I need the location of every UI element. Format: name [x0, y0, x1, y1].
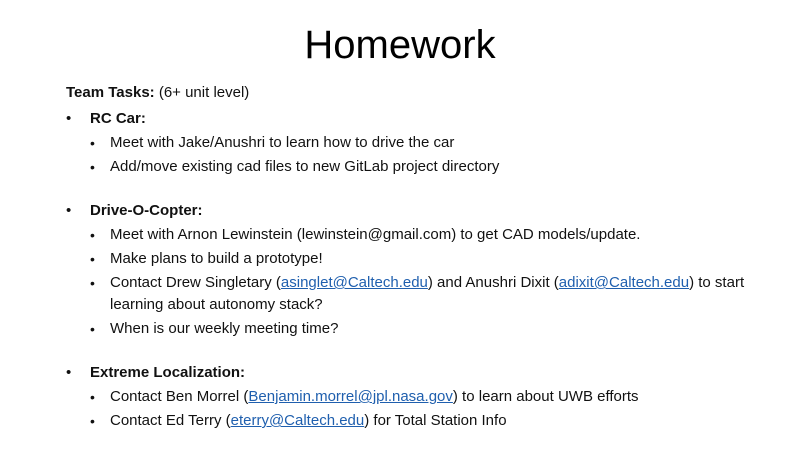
intro-line: [66, 82, 766, 106]
section-rc-car: [66, 108, 766, 178]
sub-bullet-icon: •: [90, 227, 95, 243]
slide-title: Homework: [304, 23, 496, 67]
item-text-part: ) for Total Station Info: [364, 412, 507, 429]
sub-bullet-icon: •: [90, 275, 95, 291]
item-text: When is our weekly meeting time?: [110, 320, 339, 337]
task-sections: [66, 108, 766, 432]
intro-detail: (6+ unit level): [154, 84, 250, 101]
section-heading: RC Car:: [90, 110, 146, 127]
section-heading: Drive-O-Copter:: [90, 202, 203, 219]
item-text: Add/move existing cad files to new GitLab project directory: [110, 158, 500, 175]
bullet-icon: •: [66, 110, 72, 127]
list-item: [90, 386, 766, 408]
item-text: Meet with Arnon Lewinstein (lewinstein@gmail.com) to get CAD models/update.: [110, 226, 641, 243]
email-link[interactable]: adixit@Caltech.edu: [558, 274, 690, 291]
item-text-part: ) and Anushri Dixit (: [427, 274, 559, 291]
list-item: [90, 318, 766, 340]
sub-bullet-icon: •: [90, 321, 95, 337]
sub-bullet-icon: •: [90, 251, 95, 267]
item-text-part: Contact Ed Terry (: [110, 412, 231, 429]
list-item: [90, 272, 766, 316]
section-items: [90, 224, 766, 340]
item-text-part: Contact Drew Singletary (: [110, 274, 281, 291]
list-item: [90, 156, 766, 178]
item-text-part: ) to learn about UWB efforts: [452, 388, 639, 405]
list-item: [90, 224, 766, 246]
item-text-part: ) to start learning about autonomy stack?: [110, 274, 745, 313]
list-item: [90, 410, 766, 432]
section-items: [90, 132, 766, 178]
section-drive-o-copter: [66, 200, 766, 340]
sub-bullet-icon: •: [90, 413, 95, 429]
list-item: [90, 132, 766, 154]
email-link[interactable]: Benjamin.morrel@jpl.nasa.gov: [248, 388, 453, 405]
section-extreme-localization: [66, 362, 766, 432]
email-link[interactable]: asinglet@Caltech.edu: [280, 274, 428, 291]
bullet-icon: •: [66, 364, 72, 381]
sub-bullet-icon: •: [90, 159, 95, 175]
item-text: Make plans to build a prototype!: [110, 250, 323, 267]
item-text: [110, 274, 744, 313]
email-link[interactable]: eterry@Caltech.edu: [230, 412, 365, 429]
slide-content: [66, 82, 766, 432]
item-text-part: Contact Ben Morrel (: [110, 388, 249, 405]
item-text: [110, 412, 507, 429]
list-item: [90, 248, 766, 270]
section-items: [90, 386, 766, 432]
bullet-icon: •: [66, 202, 72, 219]
intro-label: Team Tasks:: [66, 84, 155, 101]
section-heading: Extreme Localization:: [90, 364, 246, 381]
item-text: Meet with Jake/Anushri to learn how to drive the car: [110, 134, 455, 151]
sub-bullet-icon: •: [90, 389, 95, 405]
item-text: [110, 388, 639, 405]
sub-bullet-icon: •: [90, 135, 95, 151]
